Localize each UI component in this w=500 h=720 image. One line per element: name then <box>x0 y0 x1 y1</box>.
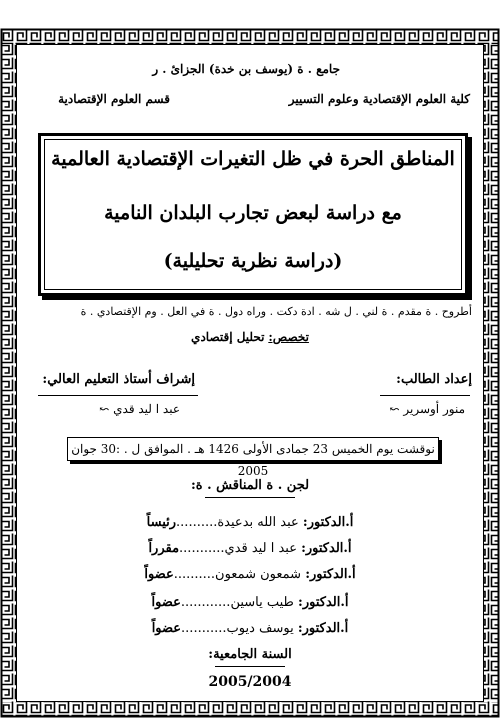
jury-prefix: أ.الدكتور: <box>305 567 356 582</box>
student-divider <box>380 395 470 396</box>
jury-role: عضواً <box>151 621 182 636</box>
jury-name: عبد ا ليد قدي <box>224 541 297 556</box>
jury-role: مقرراً <box>148 541 180 556</box>
jury-title: لجن . ة المناقش . ة: <box>190 478 310 493</box>
ornament-icon: ↜ <box>99 402 110 416</box>
jury-member <box>0 595 500 610</box>
specialty <box>0 330 500 344</box>
thesis-type: (دراسة نظرية تحليلية) <box>163 250 343 272</box>
jury-member <box>0 541 500 556</box>
jury-dots: .......... <box>176 515 218 530</box>
supervisor-divider <box>38 395 198 396</box>
jury-name: يوسف ديوب <box>226 621 294 636</box>
student-label: إعداد الطالب: <box>396 372 472 387</box>
title-box <box>38 133 468 296</box>
supervisor-label: إشراف أستاذ التعليم العالي: <box>42 372 195 387</box>
jury-member <box>0 621 500 636</box>
faculty-name: كلية العلوم الإقتصادية وعلوم التسيير <box>288 92 470 106</box>
jury-prefix: أ.الدكتور: <box>301 541 352 556</box>
student-name-text: منور أوسرير <box>403 402 465 416</box>
thesis-title: المناطق الحرة في ظل التغيرات الإقتصادية العالمية <box>51 148 455 170</box>
jury-dots: .......... <box>173 567 216 582</box>
university-name: جامع . ة (يوسف بن خدة) الجزائ . ر <box>152 62 340 76</box>
jury-title-underline <box>205 497 295 498</box>
department-name: قسم العلوم الإقتصادية <box>58 92 170 106</box>
jury-name: عبد الله بدعيدة <box>217 515 299 530</box>
defense-date-box <box>67 437 439 478</box>
jury-prefix: أ.الدكتور: <box>297 621 349 636</box>
jury-dots: ............ <box>180 595 231 610</box>
jury-role: عضواً <box>151 595 181 610</box>
jury-dots: ........... <box>179 541 225 556</box>
jury-name: طيب ياسين <box>230 595 294 610</box>
thesis-subtitle: مع دراسة لبعض تجارب البلدان النامية <box>104 202 402 224</box>
jury-member <box>0 567 500 582</box>
year-underline <box>215 666 285 667</box>
supervisor-name <box>99 402 180 416</box>
jury-member <box>0 515 500 530</box>
defense-date: نوقشت يوم الخميس 23 جمادى الأولى 1426 هـ . الموافق ل . :30 جوان 2005 <box>71 442 435 478</box>
thesis-degree-note: أطروح . ة مقدم . ة لني . ل شه . ادة دكت . وراه دول . ة في العل . وم الإقتصادي . ة <box>80 305 472 318</box>
specialty-value: تحليل إقتصادي <box>191 330 265 344</box>
ornament-icon: ↜ <box>389 402 400 416</box>
jury-name: شمعون شمعون <box>215 567 302 582</box>
jury-dots: ........... <box>181 621 227 636</box>
academic-year-label: السنة الجامعية: <box>208 647 292 662</box>
student-name <box>389 402 465 416</box>
academic-year-value: 2005/2004 <box>208 674 292 690</box>
jury-role: عضواً <box>144 567 174 582</box>
jury-prefix: أ.الدكتور: <box>302 515 354 530</box>
jury-role: رئيساً <box>146 515 177 530</box>
supervisor-name-text: عبد ا ليد قدي <box>113 402 180 416</box>
jury-prefix: أ.الدكتور: <box>298 595 349 610</box>
specialty-label: تخصص: <box>268 330 309 344</box>
